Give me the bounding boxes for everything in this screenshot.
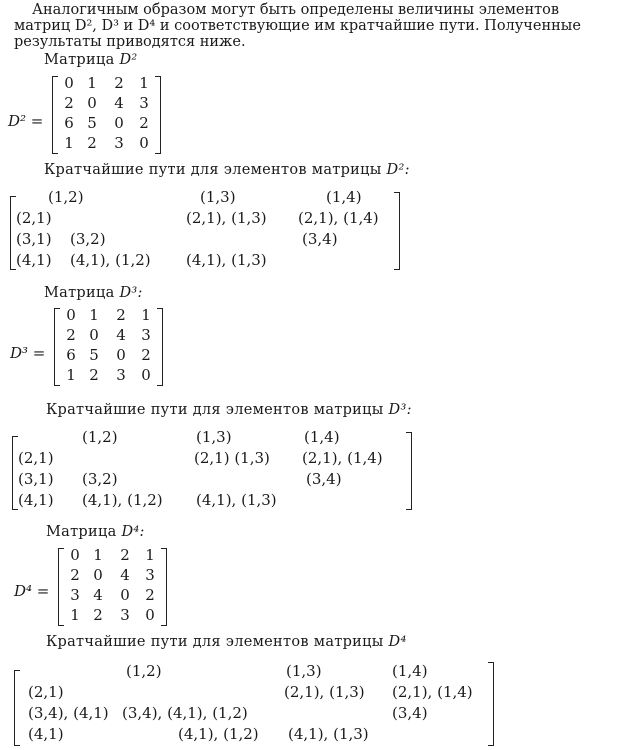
matrix-cell: 6: [64, 114, 74, 132]
path-cell: (4,1), (1,2): [70, 251, 151, 269]
caption-text: Кратчайшие пути для элементов матрицы: [46, 634, 384, 650]
path-cell: (3,2): [70, 230, 106, 248]
matrix-d3: [54, 306, 164, 386]
path-cell: (4,1): [16, 251, 52, 269]
matrix-d2: [52, 74, 162, 154]
path-cell: (4,1), (1,2): [82, 491, 163, 509]
bracket-right: [406, 432, 412, 510]
matrix-cell: 1: [64, 134, 74, 152]
matrix-cell: 2: [139, 114, 149, 132]
path-cell: (3,4), (4,1): [28, 704, 109, 722]
caption-symbol: D²:: [386, 162, 410, 178]
caption-text: Кратчайшие пути для элементов матрицы: [44, 162, 382, 178]
matrix-caption-d4: [46, 524, 145, 540]
matrix-cell: 1: [141, 306, 151, 324]
matrix-cell: 0: [64, 74, 74, 92]
paths-matrix-d3: [12, 428, 422, 510]
path-cell: (2,1), (1,4): [302, 449, 383, 467]
matrix-cell: 1: [93, 546, 103, 564]
matrix-cell: 0: [114, 114, 124, 132]
bracket-right: [488, 662, 494, 746]
matrix-cell: 1: [139, 74, 149, 92]
matrix-cell: 0: [139, 134, 149, 152]
caption-symbol: D²: [119, 52, 138, 68]
matrix-cell: 4: [114, 94, 124, 112]
matrix-cell: 0: [141, 366, 151, 384]
matrix-cell: 2: [64, 94, 74, 112]
matrix-cell: 2: [87, 134, 97, 152]
path-cell: (2,1), (1,3): [284, 683, 365, 701]
caption-symbol: D³:: [119, 285, 143, 301]
caption-symbol: D³:: [388, 402, 412, 418]
matrix-cell: 3: [70, 586, 80, 604]
paths-caption-d2: [44, 162, 410, 178]
matrix-cell: 2: [89, 366, 99, 384]
matrix-cell: 2: [66, 326, 76, 344]
matrix-cell: 0: [70, 546, 80, 564]
path-cell: (4,1), (1,3): [196, 491, 277, 509]
intro-paragraph: [14, 2, 614, 50]
path-cell: (2,1), (1,4): [298, 209, 379, 227]
path-cell: (3,4): [392, 704, 428, 722]
matrix-cell: 3: [139, 94, 149, 112]
matrix-cell: 3: [145, 566, 155, 584]
caption-text: Матрица: [46, 524, 117, 540]
caption-text: Матрица: [44, 52, 115, 68]
path-cell: (3,4): [302, 230, 338, 248]
paths-matrix-d2: [10, 188, 410, 270]
path-cell: (1,3): [200, 188, 236, 206]
caption-symbol: D⁴:: [121, 524, 145, 540]
path-cell: (3,1): [18, 470, 54, 488]
matrix-cell: 1: [70, 606, 80, 624]
path-cell: (2,1): [28, 683, 64, 701]
eq-label-d2: D² =: [8, 112, 44, 130]
path-cell: (1,4): [304, 428, 340, 446]
matrix-cell: 1: [145, 546, 155, 564]
matrix-cell: 2: [120, 546, 130, 564]
path-cell: (1,2): [48, 188, 84, 206]
matrix-cell: 3: [116, 366, 126, 384]
caption-text: Матрица: [44, 285, 115, 301]
matrix-cell: 1: [89, 306, 99, 324]
matrix-cell: 0: [93, 566, 103, 584]
path-cell: (3,1): [16, 230, 52, 248]
path-cell: (1,4): [392, 662, 428, 680]
path-cell: (1,4): [326, 188, 362, 206]
matrix-cell: 3: [114, 134, 124, 152]
matrix-cell: 2: [116, 306, 126, 324]
caption-text: Кратчайшие пути для элементов матрицы: [46, 402, 384, 418]
paths-caption-d4: [46, 634, 407, 650]
bracket-right: [394, 192, 400, 270]
matrix-cell: 3: [141, 326, 151, 344]
path-cell: (1,3): [286, 662, 322, 680]
path-cell: (4,1): [28, 725, 64, 743]
eq-label-d4: D⁴ =: [14, 582, 50, 600]
matrix-cell: 5: [87, 114, 97, 132]
matrix-cell: 1: [66, 366, 76, 384]
matrix-cell: 4: [93, 586, 103, 604]
matrix-cell: 0: [116, 346, 126, 364]
bracket-right: [157, 308, 163, 386]
intro-line-2: матриц D², D³ и D⁴ и соответствующие им кратчайшие пути. Полученные: [14, 18, 581, 34]
bracket-right: [161, 548, 167, 626]
matrix-cell: 0: [87, 94, 97, 112]
path-cell: (3,4), (4,1), (1,2): [122, 704, 248, 722]
path-cell: (3,2): [82, 470, 118, 488]
matrix-cell: 0: [89, 326, 99, 344]
bracket-left: [14, 670, 20, 746]
matrix-cell: 4: [120, 566, 130, 584]
path-cell: (2,1): [18, 449, 54, 467]
matrix-cell: 1: [87, 74, 97, 92]
path-cell: (4,1), (1,3): [288, 725, 369, 743]
matrix-cell: 2: [93, 606, 103, 624]
path-cell: (1,2): [126, 662, 162, 680]
matrix-cell: 2: [114, 74, 124, 92]
matrix-cell: 2: [70, 566, 80, 584]
matrix-cell: 6: [66, 346, 76, 364]
eq-label-d3: D³ =: [10, 344, 46, 362]
matrix-cell: 5: [89, 346, 99, 364]
path-cell: (2,1) (1,3): [194, 449, 270, 467]
path-cell: (1,3): [196, 428, 232, 446]
bracket-right: [155, 76, 161, 154]
matrix-d4: [58, 546, 168, 626]
intro-line-3: результаты приводятся ниже.: [14, 34, 246, 50]
matrix-cell: 0: [120, 586, 130, 604]
matrix-cell: 2: [141, 346, 151, 364]
caption-symbol: D⁴: [388, 634, 407, 650]
path-cell: (2,1), (1,3): [186, 209, 267, 227]
paths-matrix-d4: [14, 660, 499, 746]
matrix-cell: 4: [116, 326, 126, 344]
path-cell: (1,2): [82, 428, 118, 446]
matrix-cell: 0: [66, 306, 76, 324]
matrix-cell: 2: [145, 586, 155, 604]
intro-line-1: Аналогичным образом могут быть определены величины элементов: [32, 2, 560, 18]
path-cell: (4,1), (1,2): [178, 725, 259, 743]
matrix-cell: 3: [120, 606, 130, 624]
matrix-caption-d2: [44, 52, 138, 68]
path-cell: (3,4): [306, 470, 342, 488]
paths-caption-d3: [46, 402, 412, 418]
path-cell: (4,1), (1,3): [186, 251, 267, 269]
path-cell: (2,1), (1,4): [392, 683, 473, 701]
path-cell: (4,1): [18, 491, 54, 509]
matrix-caption-d3: [44, 285, 143, 301]
path-cell: (2,1): [16, 209, 52, 227]
matrix-cell: 0: [145, 606, 155, 624]
